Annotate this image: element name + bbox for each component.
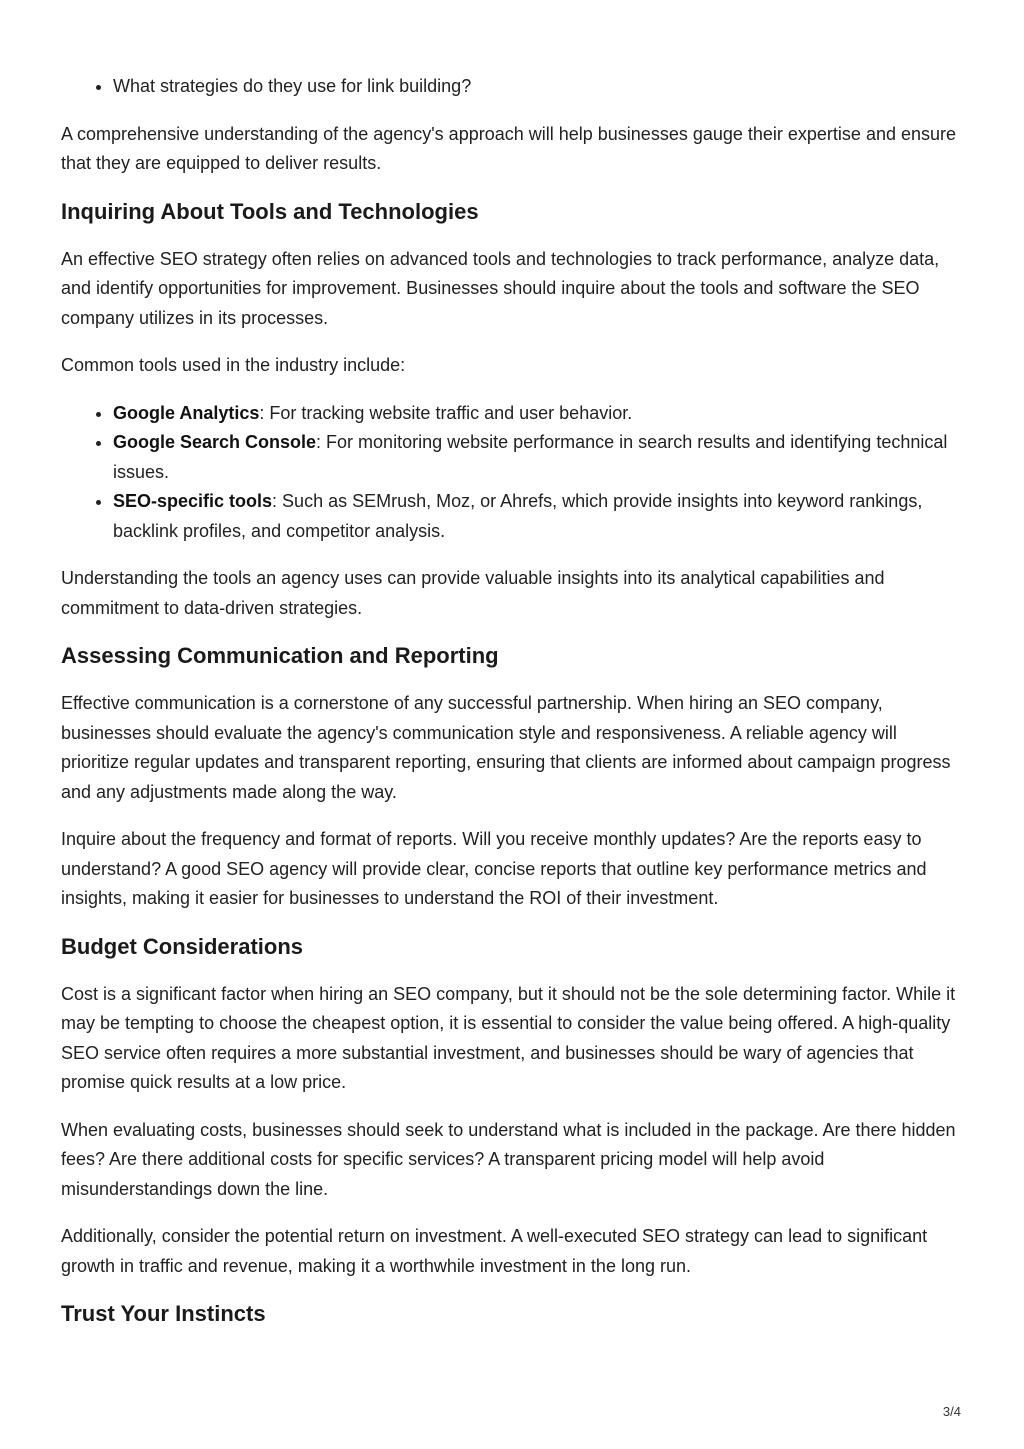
list-item-desc: : Such as SEMrush, Moz, or Ahrefs, which provide insights into keyword rankings, backlink profiles, and competitor analysis. — [113, 491, 923, 541]
tools-list — [61, 399, 966, 547]
section-heading-communication: Assessing Communication and Reporting — [61, 643, 499, 668]
section-heading-instincts: Trust Your Instincts — [61, 1301, 266, 1326]
list-item: • What strategies do they use for link building? — [113, 72, 966, 102]
link-building-question-list — [61, 72, 966, 102]
list-item — [113, 428, 966, 487]
section-heading-budget: Budget Considerations — [61, 933, 304, 959]
list-item — [113, 487, 966, 546]
communication-paragraph-2: Inquire about the frequency and format of reports. Will you receive monthly updates? Are the reports easy to understand? A good SEO agency will provide clear, concise reports that outline key performance metrics and insights, making it easier for businesses to understand the ROI of their investment. — [61, 829, 927, 908]
budget-paragraph-1: Cost is a significant factor when hiring an SEO company, but it should not be the sole determining factor. While it may be tempting to choose the cheapest option, it is essential to consider the value being offered. A high-quality SEO service often requires a more substantial investment, and businesses should be wary of agencies that promise quick results at a low price. — [61, 983, 956, 1092]
tools-paragraph-2: Common tools used in the industry include: — [61, 355, 406, 375]
list-item — [113, 399, 966, 429]
tools-paragraph-1: An effective SEO strategy often relies on advanced tools and technologies to track performance, analyze data, and identify opportunities for improvement. Businesses should inquire about the tools and software the SEO company utilizes in its processes. — [61, 248, 940, 328]
list-item-term: Google Analytics — [113, 402, 260, 423]
list-item-term: Google Search Console — [113, 432, 317, 452]
list-item-desc: : For tracking website traffic and user behavior. — [259, 402, 633, 423]
intro-paragraph: A comprehensive understanding of the agency's approach will help businesses gauge their expertise and ensure that they are equipped to deliver results. — [61, 123, 957, 173]
section-heading-tools: Inquiring About Tools and Technologies — [61, 198, 479, 224]
tools-paragraph-3: Understanding the tools an agency uses can provide valuable insights into its analytical capabilities and commitment to data-driven strategies. — [61, 568, 885, 618]
budget-paragraph-3: Additionally, consider the potential return on investment. A well-executed SEO strategy can lead to significant growth in traffic and revenue, making it a worthwhile investment in the long run. — [61, 1226, 928, 1276]
list-item-term: SEO-specific tools — [113, 491, 273, 511]
document-page — [61, 72, 966, 1347]
list-item-desc: : For monitoring website performance in search results and identifying technical issues. — [113, 432, 948, 482]
budget-paragraph-2: When evaluating costs, businesses should seek to understand what is included in the package. Are there hidden fees? Are there additional costs for specific services? A transparent pricing model will help avoid misunderstandings down the line. — [61, 1119, 956, 1199]
communication-paragraph-1: Effective communication is a cornerstone of any successful partnership. When hiring an SEO company, businesses should evaluate the agency's communication style and responsiveness. A reliable agency will prioritize regular updates and transparent reporting, ensuring that clients are informed about campaign progress and any adjustments made along the way. — [61, 693, 951, 802]
page-number: 3/4 — [942, 1404, 961, 1419]
